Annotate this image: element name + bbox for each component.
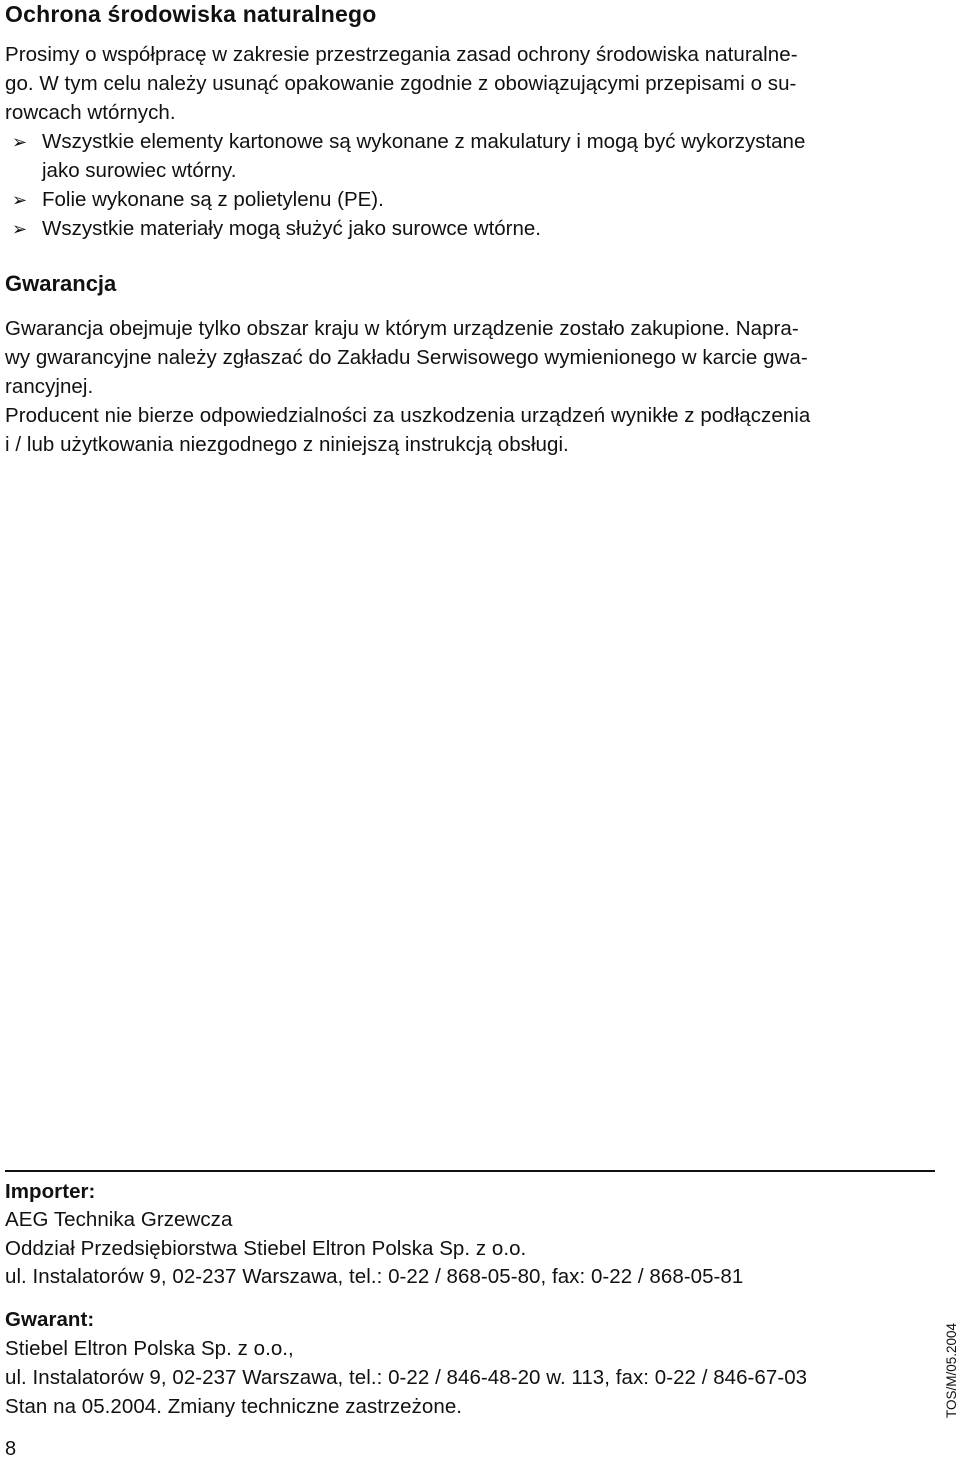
section-title-environment: Ochrona środowiska naturalnego xyxy=(5,1,377,27)
importer-line: ul. Instalatorów 9, 02-237 Warszawa, tel.: 0-22 / 868-05-80, fax: 0-22 / 868-05-81 xyxy=(5,1265,744,1288)
guarantor-line: Stan na 05.2004. Zmiany techniczne zastrzeżone. xyxy=(5,1395,463,1418)
page-number: 8 xyxy=(5,1438,17,1460)
guarantor-label: Gwarant: xyxy=(5,1308,95,1331)
paragraph-line: Producent nie bierze odpowiedzialności za uszkodzenia urządzeń wynikłe z podłączenia xyxy=(5,404,811,427)
paragraph-line: rancyjnej. xyxy=(5,375,94,398)
bullet-line: Wszystkie elementy kartonowe są wykonane z makulatury i mogą być wykorzystane xyxy=(42,130,806,153)
arrowhead-bullet-icon: ➢ xyxy=(12,219,28,239)
section-title-warranty: Gwarancja xyxy=(5,271,117,296)
divider xyxy=(5,1170,935,1172)
guarantor-line: Stiebel Eltron Polska Sp. z o.o., xyxy=(5,1337,294,1360)
paragraph-line: i / lub użytkowania niezgodnego z niniejszą instrukcją obsługi. xyxy=(5,433,569,456)
arrowhead-bullet-icon: ➢ xyxy=(12,132,28,152)
guarantor-line: ul. Instalatorów 9, 02-237 Warszawa, tel.: 0-22 / 846-48-20 w. 113, fax: 0-22 / 846-67-03 xyxy=(5,1366,808,1389)
bullet-line: Wszystkie materiały mogą służyć jako surowce wtórne. xyxy=(42,217,541,240)
bullet-line: jako surowiec wtórny. xyxy=(42,159,237,182)
paragraph-line: Prosimy o współpracę w zakresie przestrzegania zasad ochrony środowiska naturalne- xyxy=(5,43,798,66)
importer-label: Importer: xyxy=(5,1180,96,1203)
importer-line: AEG Technika Grzewcza xyxy=(5,1208,233,1231)
paragraph-line: wy gwarancyjne należy zgłaszać do Zakładu Serwisowego wymienionego w karcie gwa- xyxy=(5,346,808,369)
importer-line: Oddział Przedsiębiorstwa Stiebel Eltron Polska Sp. z o.o. xyxy=(5,1237,527,1260)
paragraph-line: Gwarancja obejmuje tylko obszar kraju w którym urządzenie zostało zakupione. Napra- xyxy=(5,317,799,340)
arrowhead-bullet-icon: ➢ xyxy=(12,190,28,210)
paragraph-line: rowcach wtórnych. xyxy=(5,101,176,124)
bullet-line: Folie wykonane są z polietylenu (PE). xyxy=(42,188,384,211)
document-code: TOS/M/05.2004 xyxy=(944,1322,959,1418)
paragraph-line: go. W tym celu należy usunąć opakowanie zgodnie z obowiązującymi przepisami o su- xyxy=(5,72,797,95)
